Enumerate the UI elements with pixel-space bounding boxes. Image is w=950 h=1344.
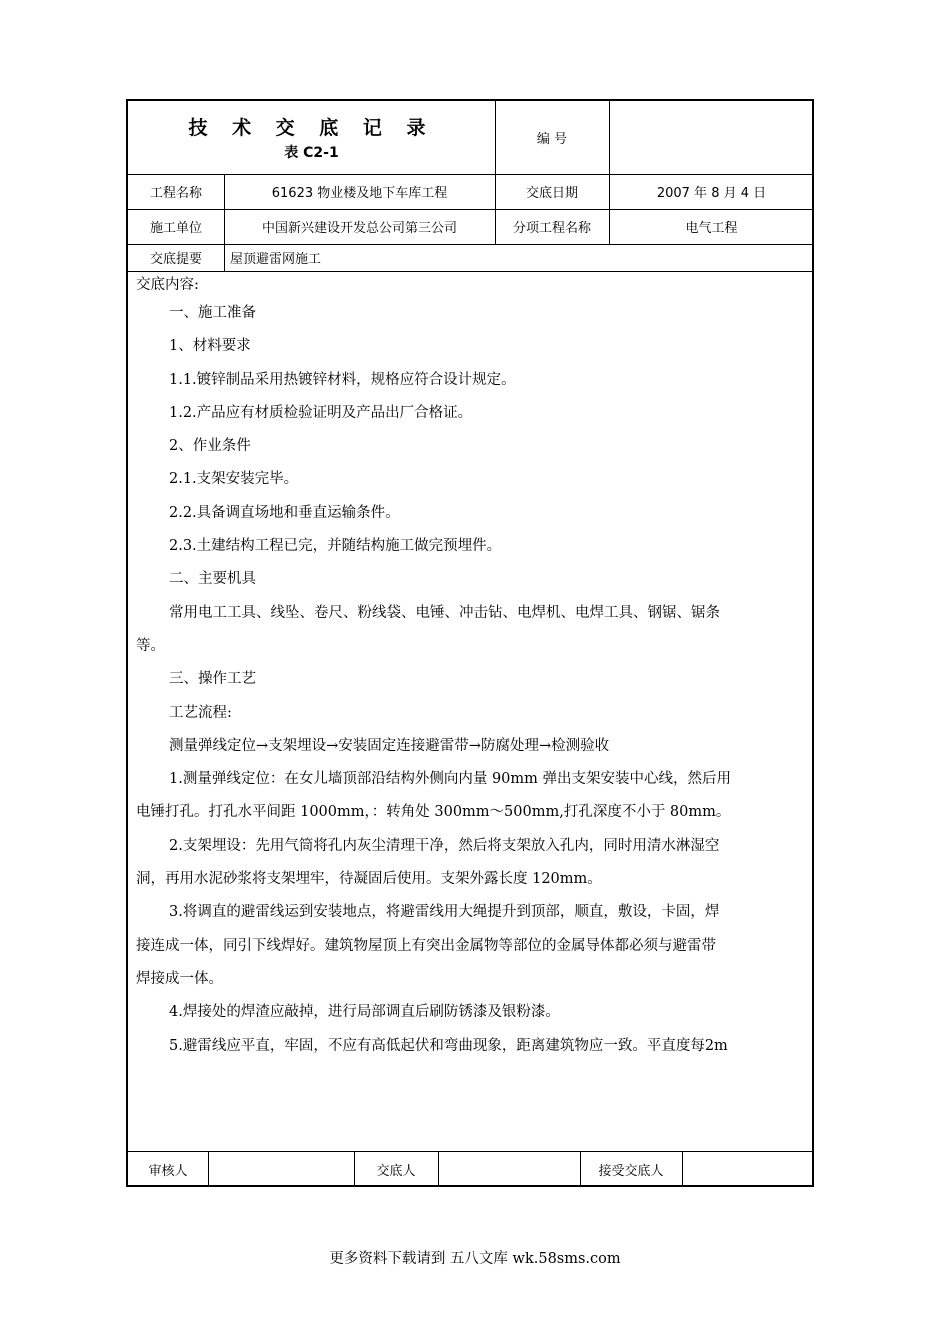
content-lines <box>136 297 804 1063</box>
presenter-label: 交底人 <box>376 1163 416 1179</box>
project-name: 61623 物业楼及地下车库工程 <box>271 186 448 201</box>
reviewer-label: 审核人 <box>148 1163 188 1179</box>
content-line: 一、施工准备 <box>169 305 256 321</box>
content-line: 焊接成一体。 <box>136 970 223 987</box>
date-label: 交底日期 <box>525 186 578 201</box>
presenter-value[interactable] <box>438 1151 580 1187</box>
content-line: 2.支架埋设：先用气筒将孔内灰尘清理干净，然后将支架放入孔内，同时用清水淋湿空 <box>169 837 720 854</box>
content-line: 1.2.产品应有材质检验证明及产品出厂合格证。 <box>169 404 473 421</box>
content-line: 测量弹线定位→支架埋设→安装固定连接避雷带→防腐处理→检测验收 <box>169 737 610 754</box>
receiver-value[interactable] <box>682 1151 814 1187</box>
content-line: 2.1.支架安装完毕。 <box>169 471 299 488</box>
number-value[interactable] <box>609 101 814 174</box>
content-body <box>136 273 804 1063</box>
content-line: 1.1.镀锌制品采用热镀锌材料，规格应符合设计规定。 <box>169 371 516 388</box>
summary-label: 交底提要 <box>149 252 202 267</box>
content-line: 工艺流程: <box>169 704 232 721</box>
content-line: 1.测量弹线定位：在女儿墙顶部沿结构外侧向内量 90mm 弹出支架安装中心线，然后用 <box>169 771 731 788</box>
content-line: 等。 <box>136 637 165 654</box>
record-form <box>126 99 814 1187</box>
project-name-label: 工程名称 <box>149 186 202 201</box>
content-line: 2.2.具备调直场地和垂直运输条件。 <box>169 504 400 521</box>
summary-value: 屋顶避雷网施工 <box>230 252 322 267</box>
content-line: 5.避雷线应平直，牢固，不应有高低起伏和弯曲现象，距离建筑物应一致。平直度每2m <box>169 1037 728 1054</box>
number-label: 编 号 <box>536 132 568 147</box>
content-line: 二、主要机具 <box>169 571 256 588</box>
subproject-value: 电气工程 <box>685 221 738 236</box>
subproject-label: 分项工程名称 <box>512 221 591 236</box>
content-heading: 交底内容: <box>136 277 199 293</box>
content-line: 1、材料要求 <box>169 338 251 355</box>
content-line: 接连成一体，同引下线焊好。建筑物屋顶上有突出金属物等部位的金属导体都必须与避雷带 <box>136 937 716 954</box>
content-line: 3.将调直的避雷线运到安装地点，将避雷线用大绳提升到顶部，顺直，敷设，卡固，焊 <box>169 904 720 921</box>
content-line: 电锤打孔。打孔水平间距 1000mm，：转角处 300mm～500mm,打孔深度不小于 80mm。 <box>136 804 731 821</box>
receiver-label: 接受交底人 <box>598 1163 664 1179</box>
form-title: 技 术 交 底 记 录 <box>188 116 435 139</box>
unit-label: 施工单位 <box>149 221 202 236</box>
content-line: 常用电工工具、线坠、卷尺、粉线袋、电锤、冲击钻、电焊机、电焊工具、钢锯、锯条 <box>169 604 720 621</box>
reviewer-value[interactable] <box>208 1151 354 1187</box>
content-line: 2、作业条件 <box>169 438 251 455</box>
unit-value: 中国新兴建设开发总公司第三公司 <box>261 221 457 236</box>
date-value: 2007 年 8 月 4 日 <box>656 186 767 201</box>
content-line: 2.3.土建结构工程已完，并随结构施工做完预埋件。 <box>169 538 502 555</box>
content-line: 4.焊接处的焊渣应敲掉，进行局部调直后刷防锈漆及银粉漆。 <box>169 1004 560 1021</box>
content-line: 洞，再用水泥砂浆将支架埋牢，待凝固后使用。支架外露长度 120mm。 <box>136 871 602 888</box>
footer-note: 更多资料下载请到 五八文库 wk.58sms.com <box>329 1251 621 1267</box>
content-line: 三、操作工艺 <box>169 671 256 688</box>
form-code: 表 C2-1 <box>284 145 339 161</box>
